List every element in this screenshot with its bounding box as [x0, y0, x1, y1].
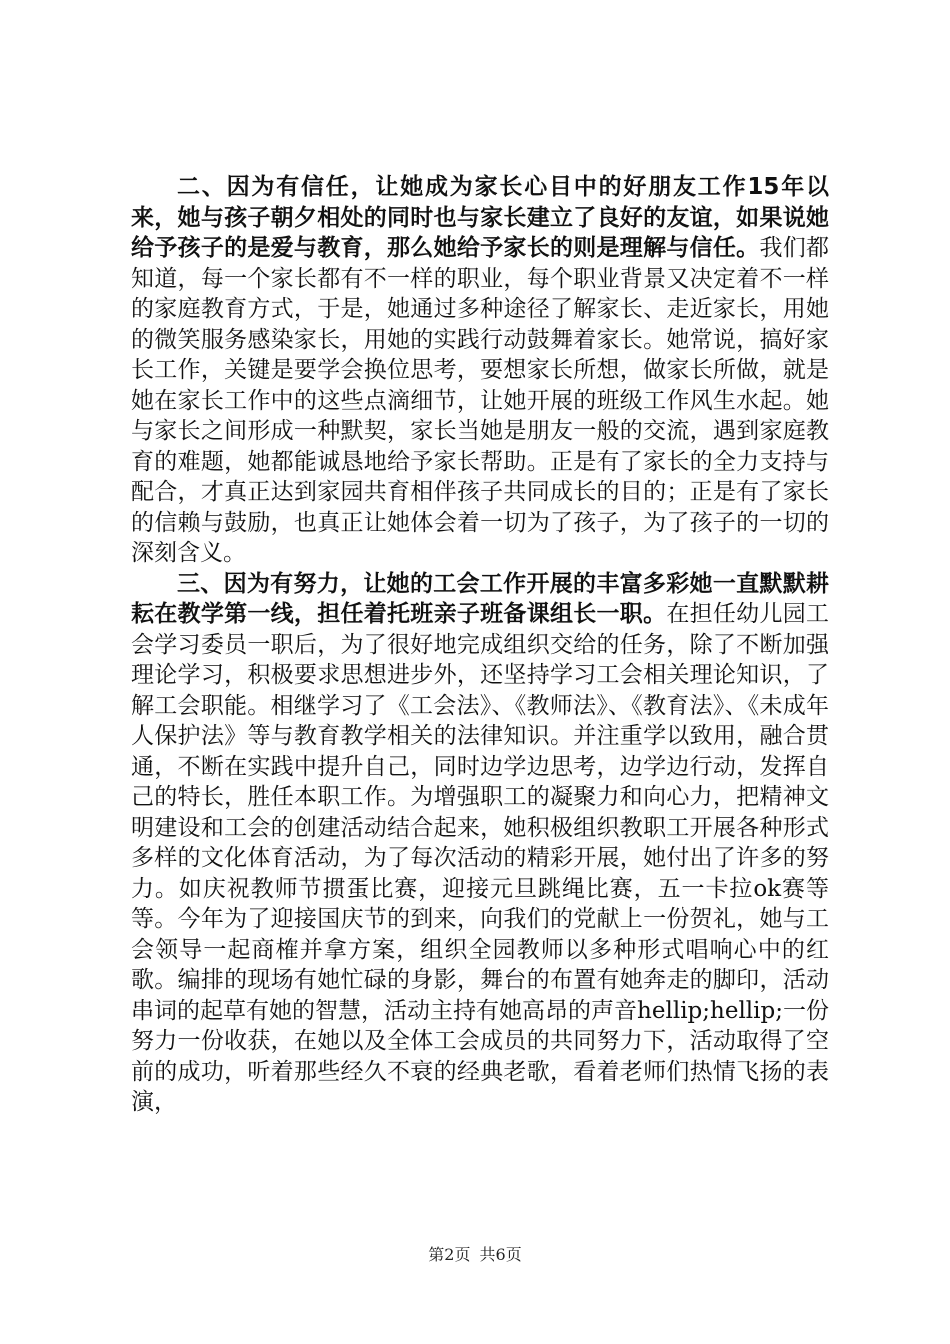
page-total: 共6页 — [479, 1245, 522, 1264]
paragraph-text: 我们都知道，每一个家长都有不一样的职业，每个职业背景又决定着不一样的家庭教育方式，于是，她通过多种途径了解家长、走近家长，用她的微笑服务感染家长，用她的实践行动鼓舞着家长。她常说，搞好家长工作，关键是要学会换位思考，要想家长所想，做家长所做，就是她在家长工作中的这些点滴细节，让她开展的班级工作风生水起。她与家长之间形成一种默契，家长当她是朋友一般的交流，遇到家庭教育的难题，她都能诚恳地给予家长帮助。正是有了家长的全力支持与配合，才真正达到家园共育相伴孩子共同成长的目的；正是有了家长的信赖与鼓励，也真正让她体会着一切为了孩子，为了孩子的一切的深刻含义。 — [131, 235, 830, 566]
paragraph-effort — [131, 569, 829, 1118]
page-footer — [0, 1242, 950, 1265]
document-body — [131, 172, 829, 1118]
paragraph-lead: 二、因为有信任，让她成为家长心目中的好朋友工作15年以来，她与孩子朝夕相处的同时也与家长建立了良好的友谊，如果说她给予孩子的是爱与教育，那么她给予家长的则是理解与信任。 — [131, 174, 829, 261]
paragraph-trust — [131, 172, 829, 569]
paragraph-lead: 三、因为有努力，让她的工会工作开展的丰富多彩她一直默默耕耘在教学第一线，担任着托班亲子班备课组长一职。 — [131, 570, 829, 627]
page-number: 第2页 — [428, 1245, 471, 1264]
paragraph-text: 在担任幼儿园工会学习委员一职后，为了很好地完成组织交给的任务，除了不断加强理论学习，积极要求思想进步外，还坚持学习工会相关理论知识，了解工会职能。相继学习了《工会法》、《教师法》、《教育法》、《未成年人保护法》等与教育教学相关的法律知识。并注重学以致用，融合贯通，不断在实践中提升自己，同时边学边思考，边学边行动，发挥自己的特长，胜任本职工作。为增强职工的凝聚力和向心力，把精神文明建设和工会的创建活动结合起来，她积极组织教职工开展各种形式多样的文化体育活动，为了每次活动的精彩开展，她付出了许多的努力。如庆祝教师节掼蛋比赛，迎接元旦跳绳比赛，五一卡拉ok赛等等。今年为了迎接国庆节的到来，向我们的党献上一份贺礼，她与工会领导一起商榷并拿方案，组织全园教师以多种形式唱响心中的红歌。编排的现场有她忙碌的身影，舞台的布置有她奔走的脚印，活动串词的起草有她的智慧，活动主持有她高昂的声音hellip;hellip;一份努力一份收获，在她以及全体工会成员的共同努力下，活动取得了空前的成功，听着那些经久不衰的经典老歌，看着老师们热情飞扬的表演， — [131, 601, 830, 1115]
